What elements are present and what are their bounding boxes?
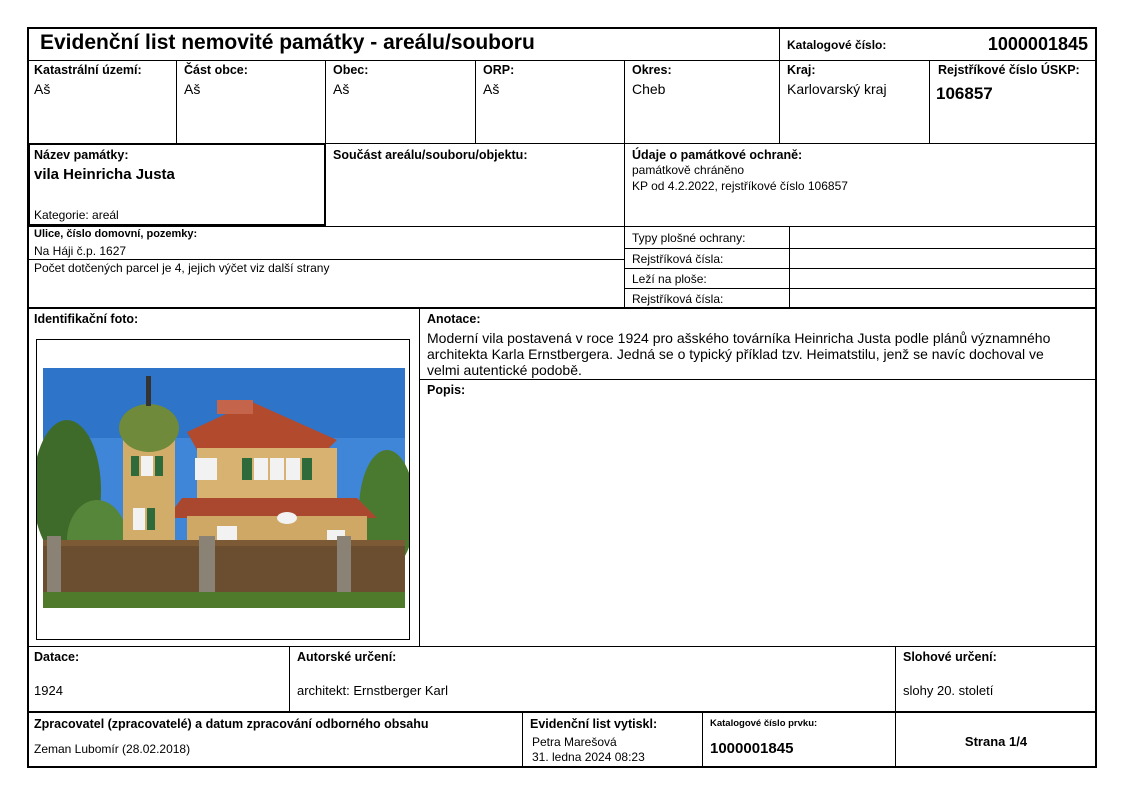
kraj-value: Karlovarský kraj [787,81,887,97]
vytiskl-date: 31. ledna 2024 08:23 [532,750,645,764]
protection-row-label: Leží na ploše: [632,272,707,286]
identification-photo [36,339,410,640]
protection-row-label: Rejstříková čísla: [632,252,724,266]
protection-row-label: Rejstříková čísla: [632,292,724,306]
divider [289,646,290,711]
vytiskl-label: Evidenční list vytiskl: [530,717,658,731]
divider [624,268,1097,269]
divider [27,226,1097,227]
autor-value: architekt: Ernstberger Karl [297,683,449,698]
prvek-value: 1000001845 [710,740,794,757]
divider [779,27,780,60]
sloh-label: Slohové určení: [903,650,997,664]
zpracovatel-label: Zpracovatel (zpracovatelé) a datum zpracování odborného obsahu [34,717,429,731]
katastr-value: Aš [34,81,51,97]
divider [325,143,326,227]
divider [624,143,625,227]
divider [624,288,1097,289]
divider [522,712,523,767]
autor-label: Autorské určení: [297,650,397,664]
okres-label: Okres: [632,63,672,77]
ochrana-label: Údaje o památkové ochraně: [632,148,803,162]
protection-row-label: Typy plošné ochrany: [632,231,746,245]
divider [325,60,326,143]
villa-photo [37,340,409,639]
zpracovatel-value: Zeman Lubomír (28.02.2018) [34,742,191,756]
vytiskl-name: Petra Marešová [532,735,617,749]
divider [27,60,1097,61]
obec-value: Aš [333,81,350,97]
photo-label: Identifikační foto: [34,312,139,326]
sloh-value: slohy 20. století [903,683,994,698]
divider [895,646,896,711]
anotace-line-3: velmi autentické podobě. [427,362,582,378]
address-line-1: Na Háji č.p. 1627 [34,244,127,258]
ochrana-line-1: památkově chráněno [632,163,745,177]
address-line-2: Počet dotčených parcel je 4, jejich výčet viz další strany [34,261,330,275]
uskp-value: 106857 [936,84,993,103]
uskp-label: Rejstříkové číslo ÚSKP: [938,63,1080,77]
address-label: Ulice, číslo domovní, pozemky: [34,228,198,240]
divider [176,60,177,143]
anotace-label: Anotace: [427,312,481,326]
catalog-number-label: Katalogové číslo: [787,38,887,52]
page-title: Evidenční list nemovité památky - areálu/souboru [40,31,535,54]
divider [702,712,703,767]
cast-obce-label: Část obce: [184,63,248,77]
divider [475,60,476,143]
divider [789,226,790,308]
divider [27,259,624,260]
okres-value: Cheb [632,81,666,97]
obec-label: Obec: [333,63,369,77]
divider [27,711,1097,713]
cast-obce-value: Aš [184,81,201,97]
datace-value: 1924 [34,683,63,698]
divider [624,248,1097,249]
divider [419,379,1097,380]
divider [779,60,780,143]
monument-name-label: Název památky: [34,148,129,162]
katastr-label: Katastrální území: [34,63,142,77]
kraj-label: Kraj: [787,63,816,77]
divider [27,646,1097,647]
catalog-number-value: 1000001845 [987,34,1088,54]
monument-category: Kategorie: areál [34,208,119,222]
orp-value: Aš [483,81,500,97]
prvek-label: Katalogové číslo prvku: [710,718,818,729]
divider [27,307,1097,309]
ochrana-line-2: KP od 4.2.2022, rejstříkové číslo 106857 [632,179,848,193]
divider [624,226,625,308]
divider [624,60,625,144]
divider [929,60,930,143]
page-number: Strana 1/4 [964,734,1028,749]
orp-label: ORP: [483,63,515,77]
anotace-line-2: architekta Karla Ernstbergera. Jedná se o typický příklad tzv. Heimatstilu, jenž se navíc dochoval ve [427,346,1044,362]
popis-label: Popis: [427,383,466,397]
divider [419,308,420,646]
datace-label: Datace: [34,650,80,664]
soucast-label: Součást areálu/souboru/objektu: [333,148,528,162]
monument-name-value: vila Heinricha Justa [34,166,175,183]
anotace-line-1: Moderní vila postavená v roce 1924 pro ašského továrníka Heinricha Justa podle plánů významného [427,330,1051,346]
